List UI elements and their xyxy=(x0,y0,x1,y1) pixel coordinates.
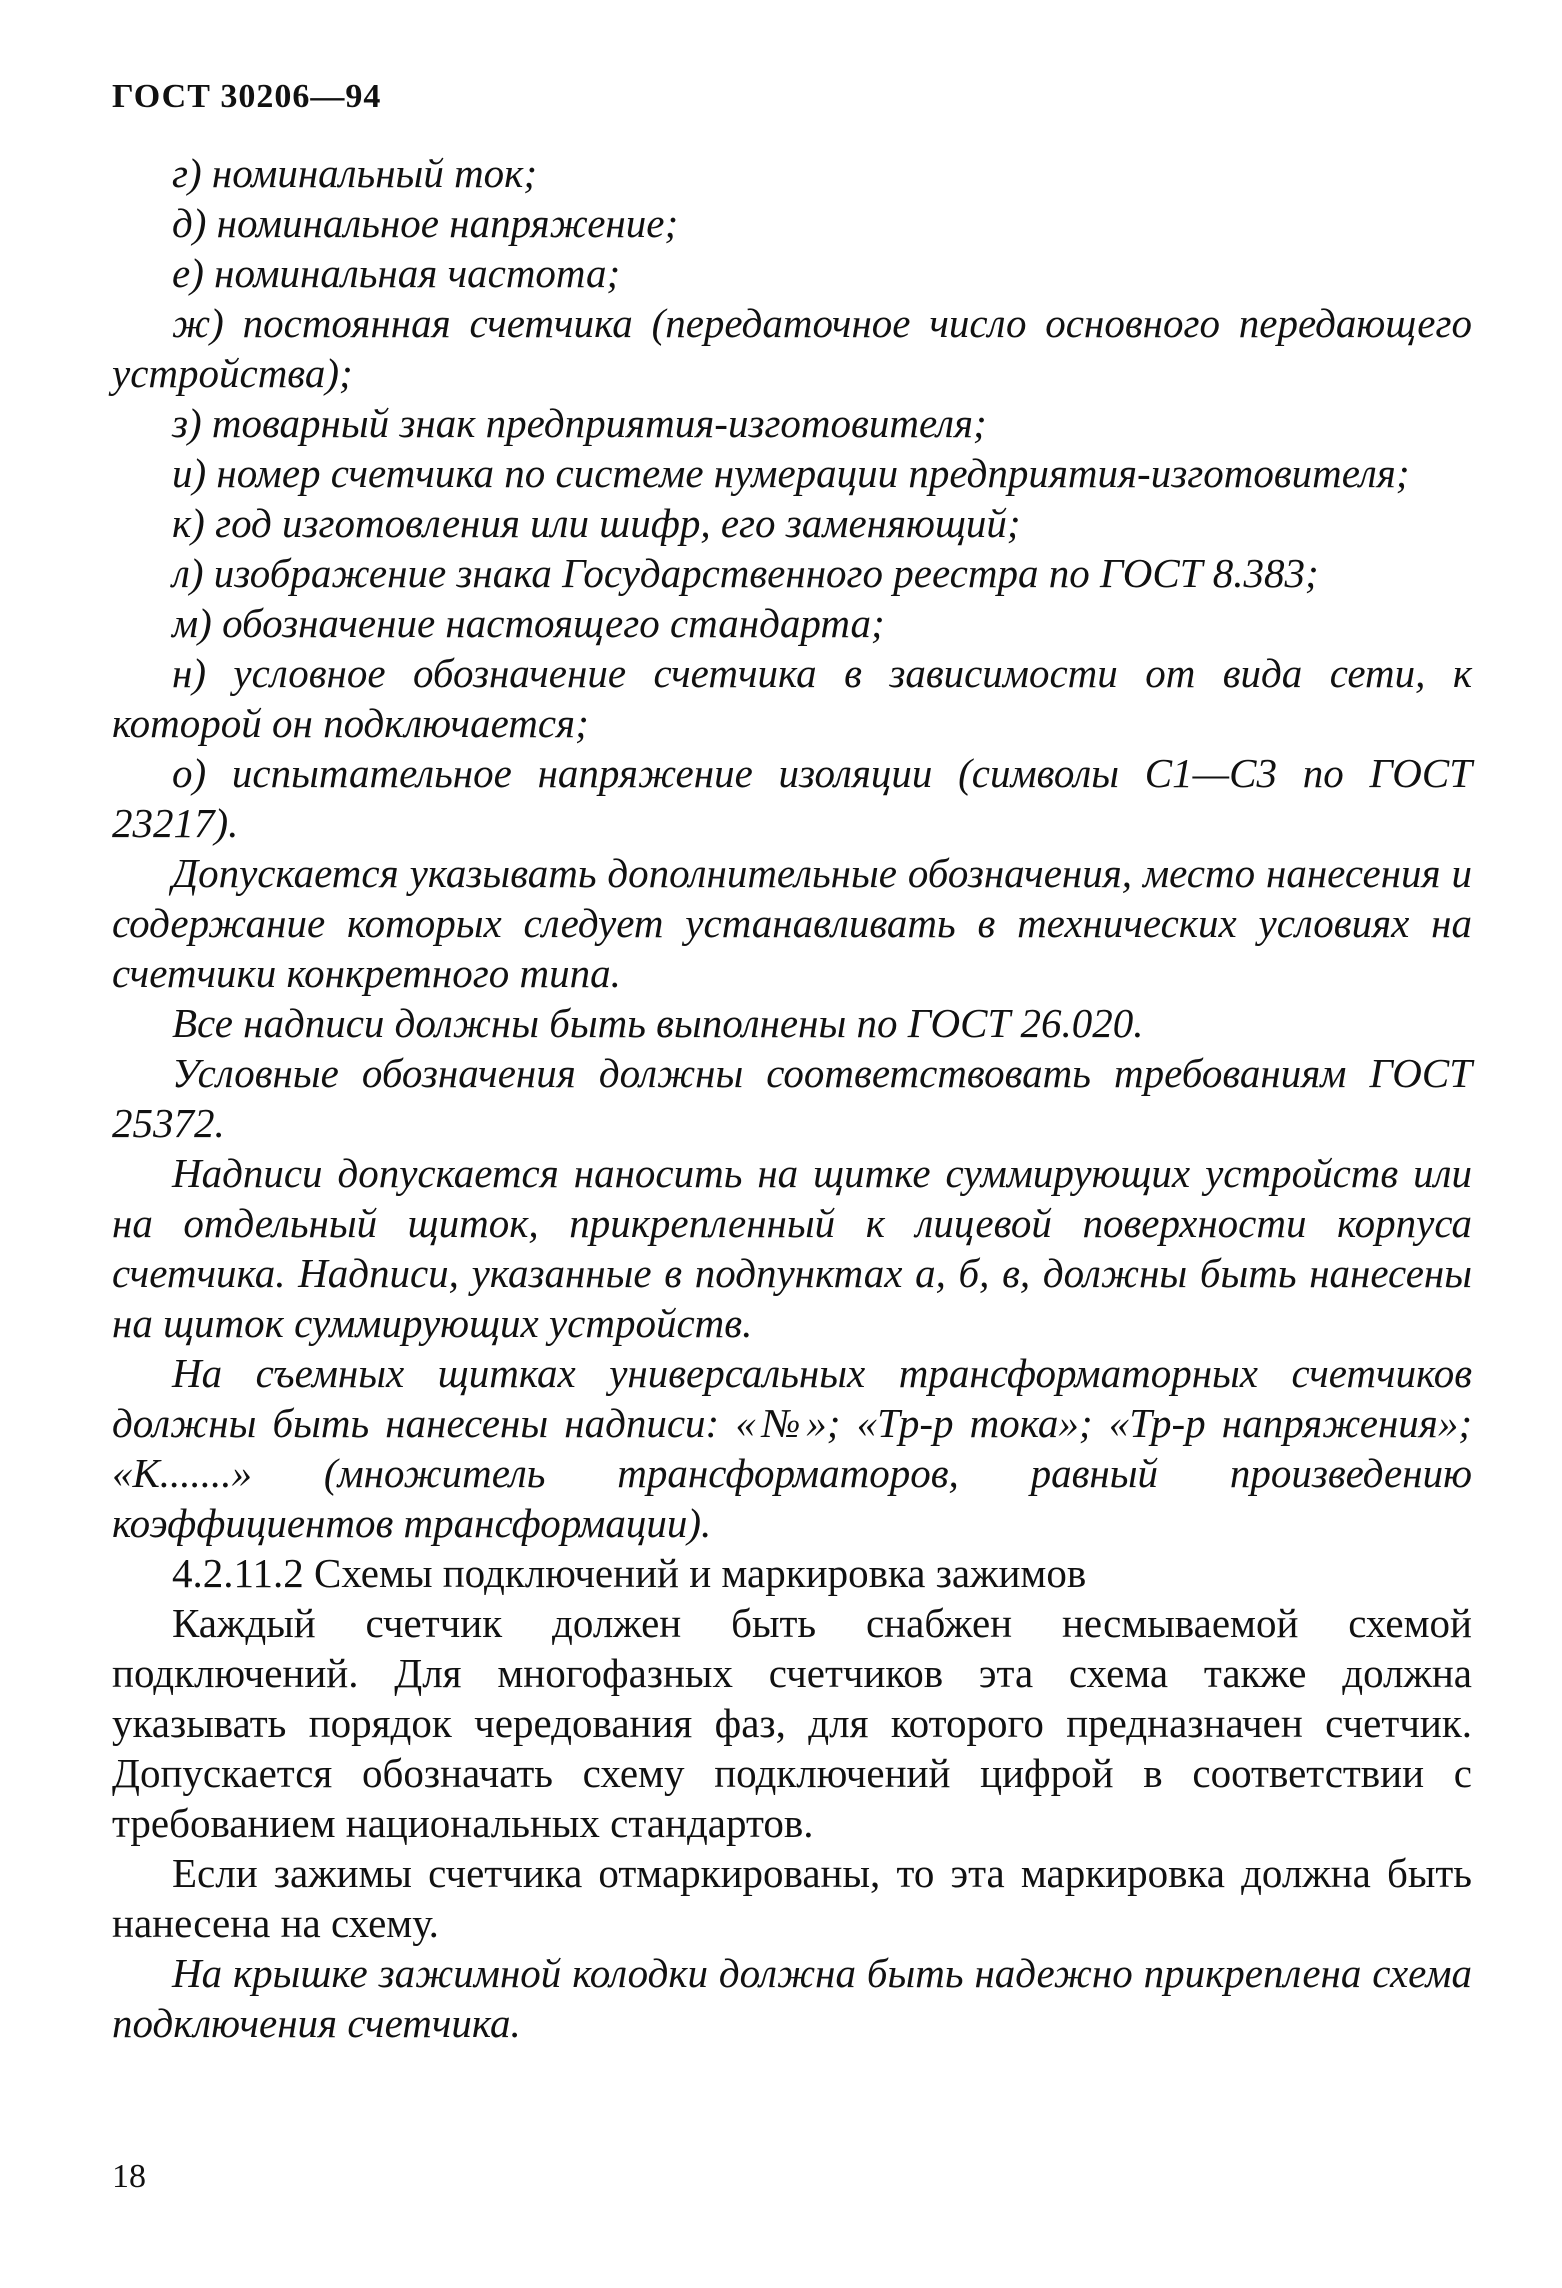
section-heading: 4.2.11.2 Схемы подключений и маркировка зажимов xyxy=(172,1550,1087,1596)
note-paragraph: Все надписи должны быть выполнены по ГОСТ 26.020. xyxy=(172,1000,1144,1046)
body-paragraph: Каждый счетчик должен быть снабжен несмываемой схемой подключений. Для многофазных счетчиков эта схема также должна указывать порядок чередования фаз, для которого предназначен счетчик. Допускается обозначать схему подключений цифрой в соответствии с требованием национальных стандартов. xyxy=(112,1600,1472,1846)
standard-header: ГОСТ 30206—94 xyxy=(112,78,382,115)
page-body xyxy=(112,148,1472,2048)
note-paragraph: На крышке зажимной колодки должна быть надежно прикреплена схема подключения счетчика. xyxy=(112,1950,1472,2046)
list-item: з) товарный знак предприятия-изготовителя; xyxy=(172,400,987,446)
list-item: н) условное обозначение счетчика в зависимости от вида сети, к которой он подключается; xyxy=(112,650,1472,746)
list-item: ж) постоянная счетчика (передаточное число основного передающего устройства); xyxy=(112,300,1472,396)
note-paragraph: Допускается указывать дополнительные обозначения, место нанесения и содержание которых следует устанавливать в технических условиях на счетчики конкретного типа. xyxy=(112,850,1472,996)
note-paragraph: На съемных щитках универсальных трансформаторных счетчиков должны быть нанесены надписи: «№»; «Тр-р тока»; «Тр-р напряжения»; «К.......» (множитель трансформаторов, равный произведению коэффициентов трансформации). xyxy=(112,1350,1472,1546)
list-item: е) номинальная частота; xyxy=(172,250,621,296)
list-item: д) номинальное напряжение; xyxy=(172,200,679,246)
list-item: и) номер счетчика по системе нумерации предприятия-изготовителя; xyxy=(172,450,1410,496)
list-item: м) обозначение настоящего стандарта; xyxy=(172,600,885,646)
body-paragraph: Если зажимы счетчика отмаркированы, то эта маркировка должна быть нанесена на схему. xyxy=(112,1850,1472,1946)
list-item: о) испытательное напряжение изоляции (символы C1—C3 по ГОСТ 23217). xyxy=(112,750,1472,846)
list-item: к) год изготовления или шифр, его заменяющий; xyxy=(172,500,1021,546)
list-item: л) изображение знака Государственного реестра по ГОСТ 8.383; xyxy=(172,550,1319,596)
page-number: 18 xyxy=(112,2158,146,2195)
note-paragraph: Условные обозначения должны соответствовать требованиям ГОСТ 25372. xyxy=(112,1050,1472,1146)
note-paragraph: Надписи допускается наносить на щитке суммирующих устройств или на отдельный щиток, прикрепленный к лицевой поверхности корпуса счетчика. Надписи, указанные в подпунктах а, б, в, должны быть нанесены на щиток суммирующих устройств. xyxy=(112,1150,1472,1346)
list-item: г) номинальный ток; xyxy=(172,150,538,196)
